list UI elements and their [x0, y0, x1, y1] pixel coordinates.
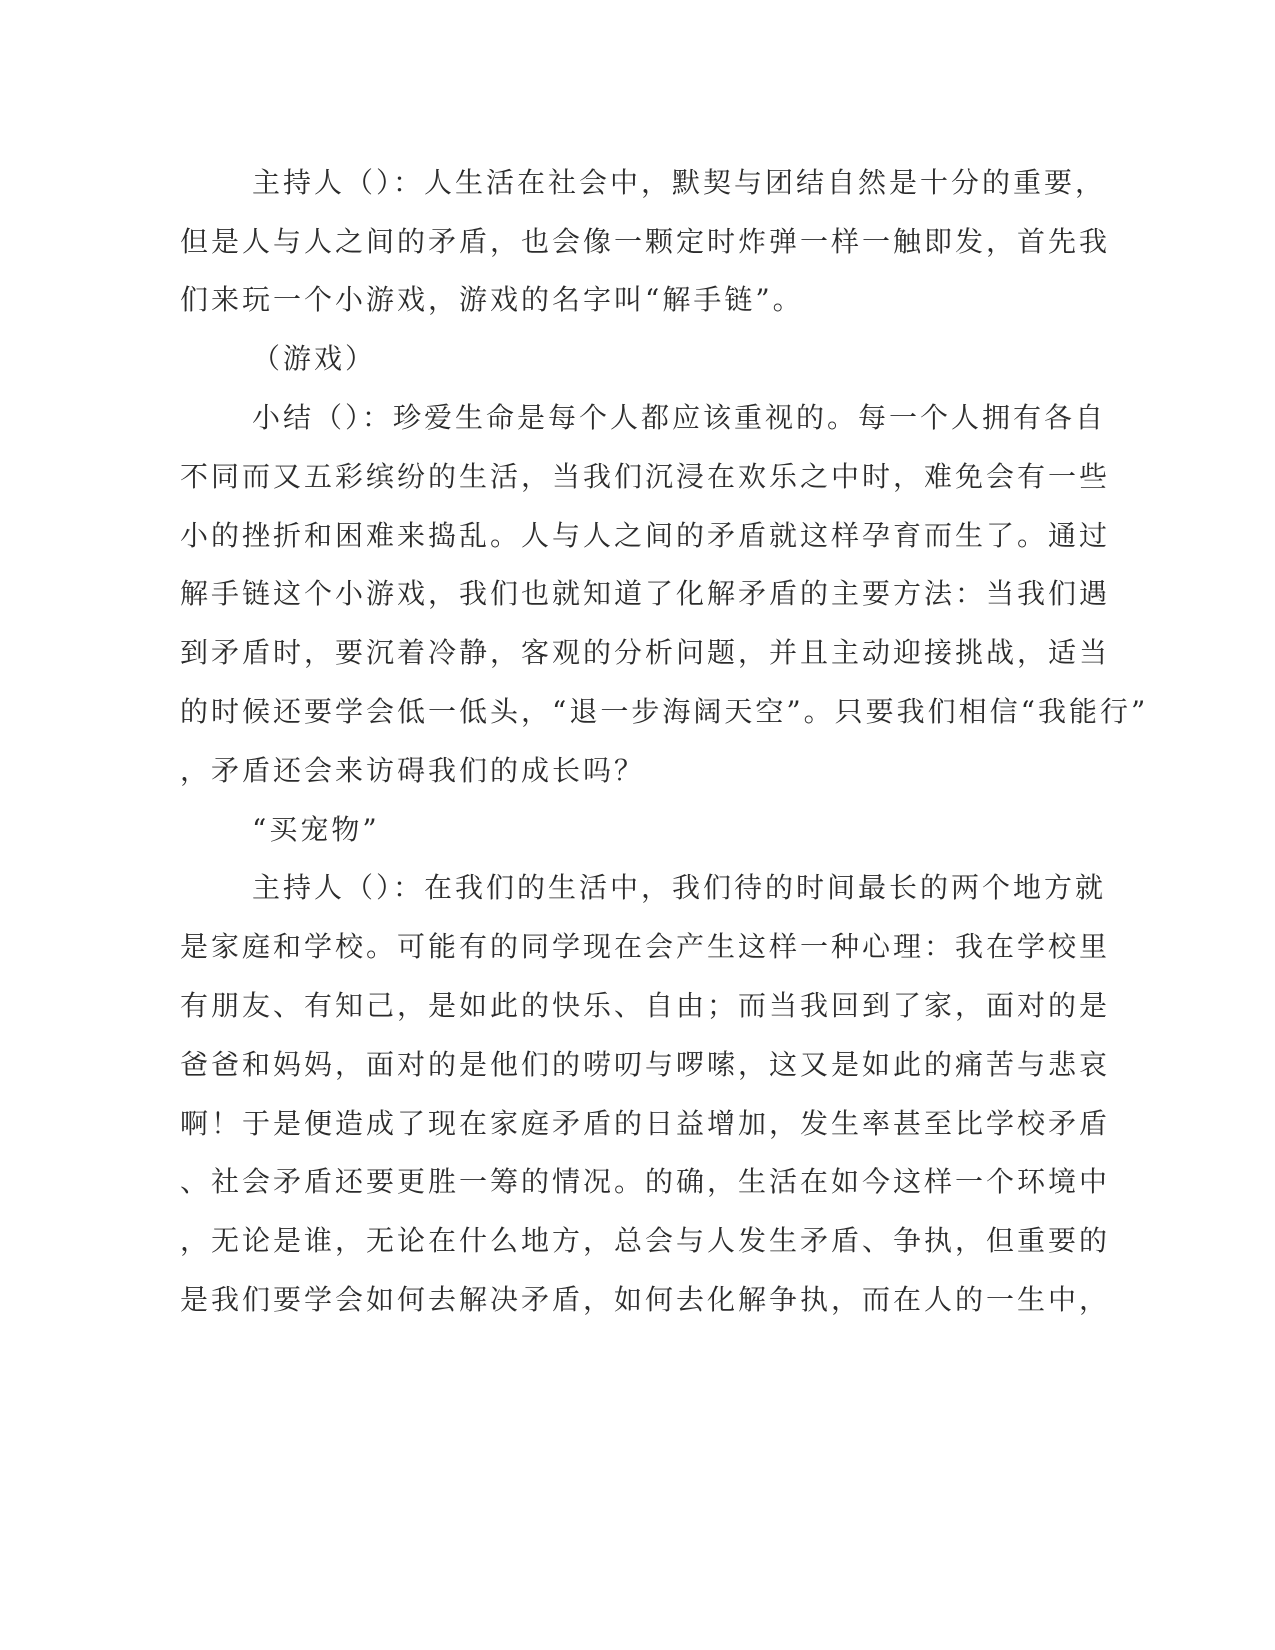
text-line: （游戏）	[252, 342, 377, 375]
text-line: 、社会矛盾还要更胜一筹的情况。的确，生活在如今这样一个环境中	[180, 1165, 1111, 1198]
text-line: “买宠物”	[252, 813, 380, 846]
text-line: 有朋友、有知己，是如此的快乐、自由；而当我回到了家，面对的是	[180, 989, 1111, 1022]
text-line: ，无论是谁，无论在什么地方，总会与人发生矛盾、争执，但重要的	[180, 1224, 1111, 1257]
text-line: ，矛盾还会来访碍我们的成长吗？	[180, 754, 646, 787]
text-line: 啊！于是便造成了现在家庭矛盾的日益增加，发生率甚至比学校矛盾	[180, 1107, 1111, 1140]
text-line: 是家庭和学校。可能有的同学现在会产生这样一种心理：我在学校里	[180, 930, 1111, 963]
text-line: 小的挫折和困难来捣乱。人与人之间的矛盾就这样孕育而生了。通过	[180, 519, 1111, 552]
text-line: 但是人与人之间的矛盾，也会像一颗定时炸弹一样一触即发，首先我	[180, 225, 1111, 258]
text-line: 的时候还要学会低一低头，“退一步海阔天空”。只要我们相信“我能行”	[180, 695, 1149, 728]
text-line: 主持人（）：在我们的生活中，我们待的时间最长的两个地方就	[252, 871, 1107, 904]
text-line: 不同而又五彩缤纷的生活，当我们沉浸在欢乐之中时，难免会有一些	[180, 460, 1111, 493]
text-line: 们来玩一个小游戏，游戏的名字叫“解手链”。	[180, 283, 804, 316]
text-line: 解手链这个小游戏，我们也就知道了化解矛盾的主要方法：当我们遇	[180, 577, 1111, 610]
text-line: 到矛盾时，要沉着冷静，客观的分析问题，并且主动迎接挑战，适当	[180, 636, 1111, 669]
text-line: 小结（）：珍爱生命是每个人都应该重视的。每一个人拥有各自	[252, 401, 1107, 434]
text-line: 是我们要学会如何去解决矛盾，如何去化解争执，而在人的一生中，	[180, 1283, 1111, 1316]
text-line: 主持人（）：人生活在社会中，默契与团结自然是十分的重要，	[252, 166, 1107, 199]
text-line: 爸爸和妈妈，面对的是他们的唠叨与啰嗦，这又是如此的痛苦与悲哀	[180, 1048, 1111, 1081]
